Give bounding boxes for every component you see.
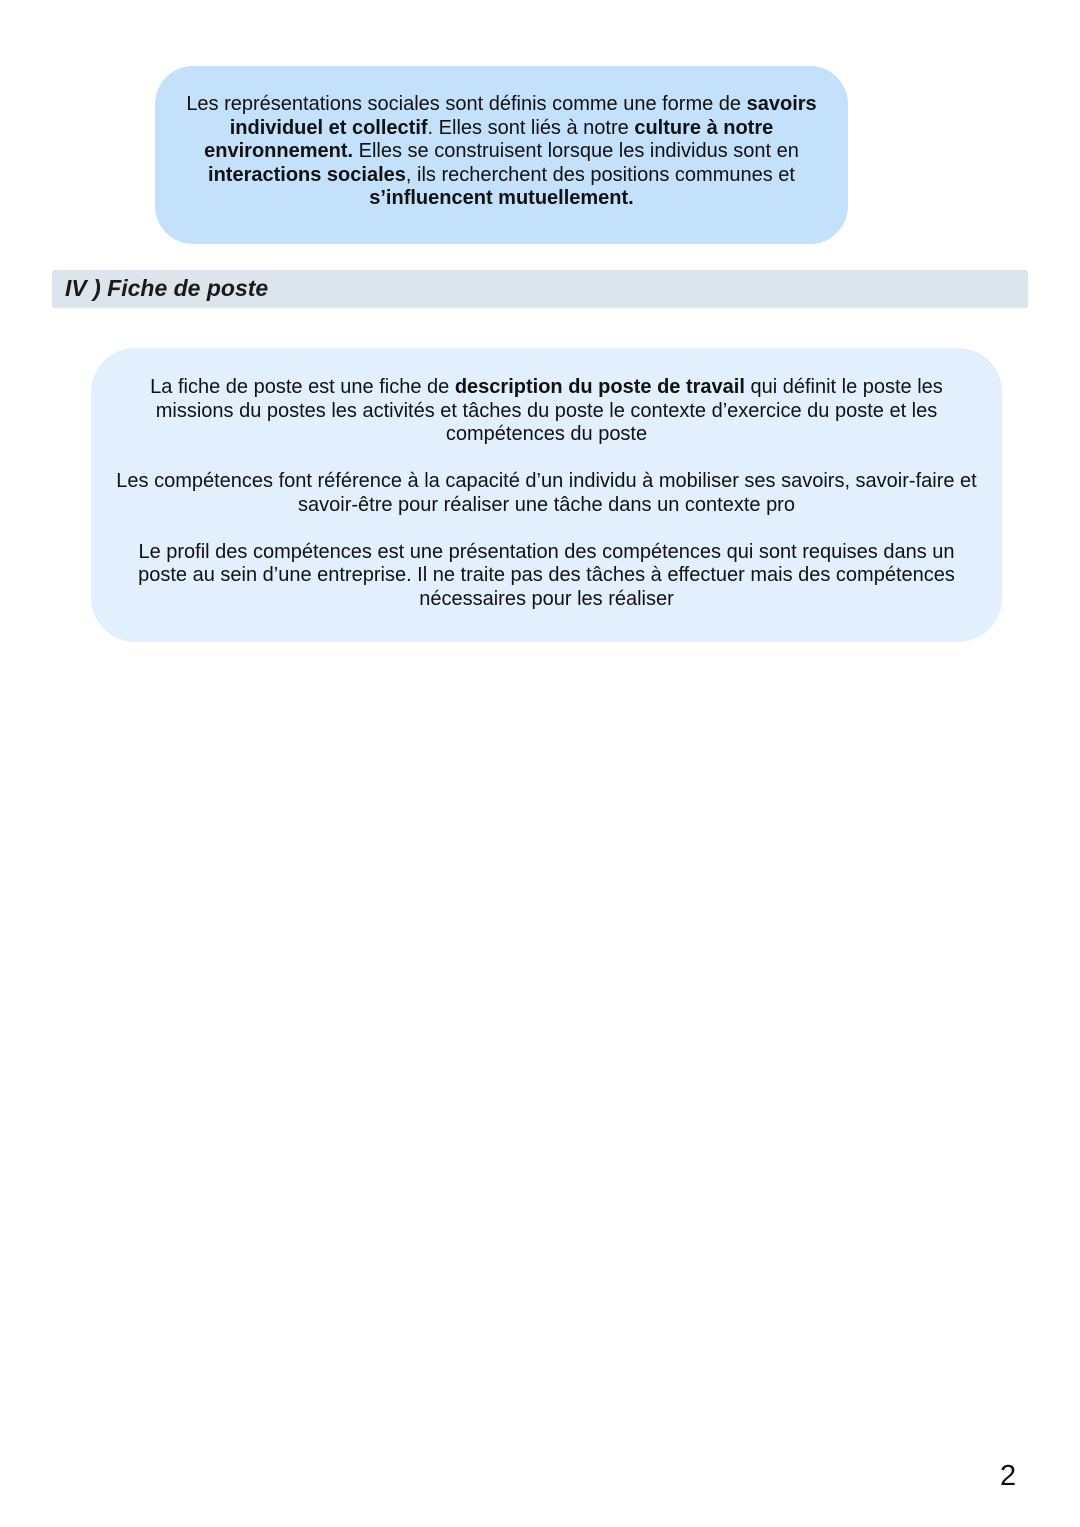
definition-bold-3: interactions sociales — [208, 163, 406, 186]
job-text-1: La fiche de poste est une fiche de — [150, 376, 455, 398]
job-description-box — [91, 348, 1002, 642]
section-header — [52, 270, 1028, 307]
definition-bold-4: s’influencent mutuellement. — [369, 187, 634, 209]
definition-text-1: Les représentations sociales sont définis comme une forme de — [186, 93, 747, 115]
definition-paragraph — [173, 93, 830, 211]
job-paragraph-1 — [113, 376, 980, 447]
job-paragraph-2: Les compétences font référence à la capacité d’un individu à mobiliser ses savoirs, savoir-faire et savoir-être pour réaliser une tâche dans un contexte pro — [116, 470, 977, 516]
definition-box — [155, 66, 848, 244]
page-number: 2 — [1000, 1460, 1017, 1492]
definition-text-4: , ils recherchent des positions communes et — [405, 163, 795, 186]
section-title: IV ) Fiche de poste — [65, 275, 269, 301]
job-paragraph-3: Le profil des compétences est une présentation des compétences qui sont requises dans un poste au sein d’une entreprise. Il ne traite pas des tâches à effectuer mais des compétences nécessaires pour les réaliser — [138, 540, 955, 610]
definition-text-2: . Elles sont liés à notre — [427, 116, 635, 139]
definition-bold-1: savoirs individuel et collectif — [229, 93, 817, 139]
definition-text-3: Elles se construisent lorsque les individus sont en — [353, 140, 799, 162]
job-bold-1: description du poste de travail — [454, 376, 745, 398]
job-text-2: qui définit le poste les missions du postes les activités et tâches du poste le contexte d’exercice du poste et les compétences du poste — [155, 376, 943, 445]
definition-bold-2: culture à notre environnement. — [204, 116, 774, 162]
